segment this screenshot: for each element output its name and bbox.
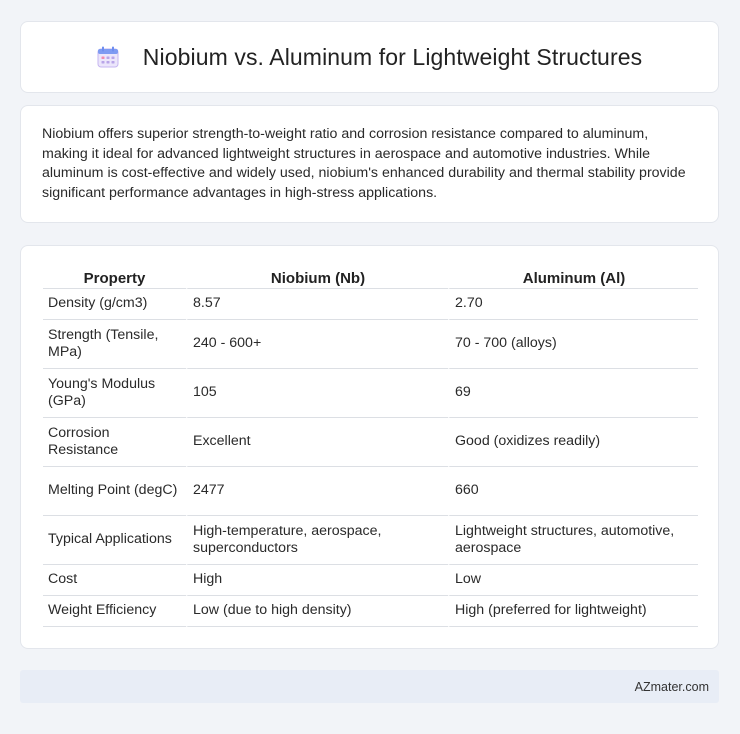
niobium-cell: High-temperature, aerospace, superconductors xyxy=(186,516,448,565)
table-row xyxy=(43,369,698,418)
page-title: Niobium vs. Aluminum for Lightweight Structures xyxy=(142,43,643,70)
footer xyxy=(20,670,719,703)
calendar-icon xyxy=(97,46,119,68)
niobium-cell: 105 xyxy=(186,369,448,418)
column-header-niobium: Niobium (Nb) xyxy=(186,266,448,289)
niobium-cell: 240 - 600+ xyxy=(186,320,448,369)
footer-site-link[interactable]: AZmater.com xyxy=(634,679,709,694)
aluminum-cell: 660 xyxy=(448,467,698,516)
aluminum-cell: High (preferred for lightweight) xyxy=(448,596,698,627)
comparison-table xyxy=(43,266,698,627)
intro-text: Niobium offers superior strength-to-weight ratio and corrosion resistance compared to aluminum, making it ideal for advanced lightweight structures in aerospace and automotive industries. While aluminum is cost-effective and widely used, niobium's enhanced durability and thermal stability provide significant performance advantages in high-stress applications. xyxy=(42,126,686,201)
niobium-cell: 2477 xyxy=(186,467,448,516)
intro-card xyxy=(20,105,719,223)
table-row xyxy=(43,467,698,516)
comparison-table-card xyxy=(20,245,719,649)
property-cell: Weight Efficiency xyxy=(43,596,186,627)
niobium-cell: Excellent xyxy=(186,418,448,467)
column-header-aluminum: Aluminum (Al) xyxy=(448,266,698,289)
table-row xyxy=(43,565,698,596)
niobium-cell: High xyxy=(186,565,448,596)
aluminum-cell: Lightweight structures, automotive, aerospace xyxy=(448,516,698,565)
property-cell: Corrosion Resistance xyxy=(43,418,186,467)
column-header-property: Property xyxy=(43,266,186,289)
niobium-cell: 8.57 xyxy=(186,289,448,320)
aluminum-cell: Good (oxidizes readily) xyxy=(448,418,698,467)
property-cell: Cost xyxy=(43,565,186,596)
aluminum-cell: 70 - 700 (alloys) xyxy=(448,320,698,369)
table-row xyxy=(43,320,698,369)
property-cell: Typical Applications xyxy=(43,516,186,565)
table-row xyxy=(43,596,698,627)
table-header-row xyxy=(43,266,698,289)
aluminum-cell: 69 xyxy=(448,369,698,418)
property-cell: Density (g/cm3) xyxy=(43,289,186,320)
niobium-cell: Low (due to high density) xyxy=(186,596,448,627)
property-cell: Melting Point (degC) xyxy=(43,467,186,516)
header-card xyxy=(20,21,719,93)
property-cell: Young's Modulus (GPa) xyxy=(43,369,186,418)
aluminum-cell: 2.70 xyxy=(448,289,698,320)
table-row xyxy=(43,516,698,565)
aluminum-cell: Low xyxy=(448,565,698,596)
property-cell: Strength (Tensile, MPa) xyxy=(43,320,186,369)
table-row xyxy=(43,289,698,320)
table-row xyxy=(43,418,698,467)
